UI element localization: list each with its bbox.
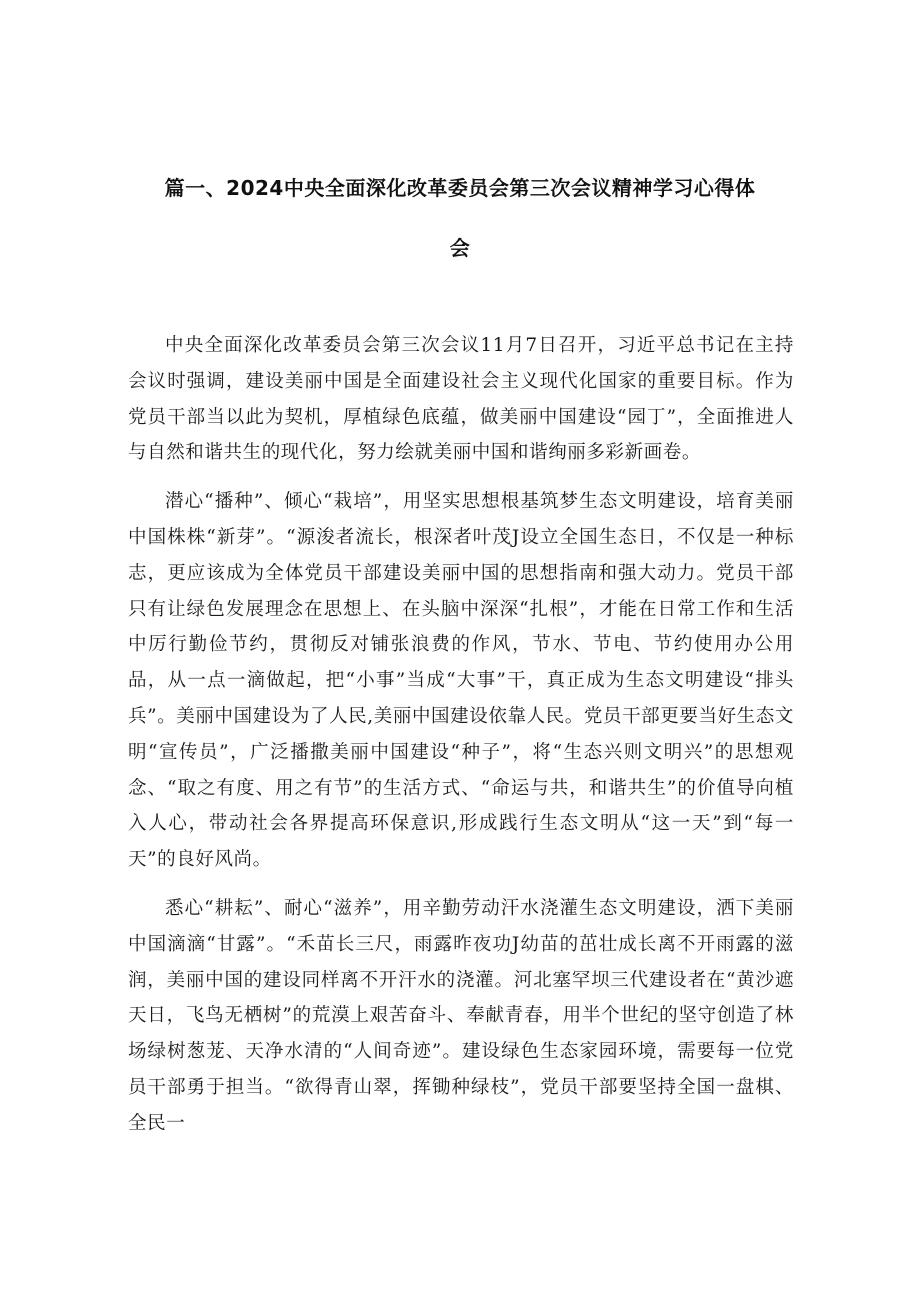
document-title-line-2: 会 xyxy=(449,236,471,260)
document-body xyxy=(128,328,794,1155)
paragraph-1: 中央全面深化改革委员会第三次会议11月7日召开，习近平总书记在主持会议时强调，建设美丽中国是全面建设社会主义现代化国家的重要目标。作为党员干部当以此为契机，厚植绿色底蕴，做美丽中国建设“园丁”，全面推进人与自然和谐共生的现代化，努力绘就美丽中国和谐绚丽多彩新画卷。 xyxy=(128,335,794,464)
document-title-line-1: 篇一、2024中央全面深化改革委员会第三次会议精神学习心得体 xyxy=(164,176,756,200)
paragraph-3: 悉心“耕耘”、耐心“滋养”，用辛勤劳动汗水浇灌生态文明建设，洒下美丽中国滴滴“甘露”。“禾苗长三尺，雨露昨夜功J幼苗的茁壮成长离不开雨露的滋润，美丽中国的建设同样离不开汗水的浇灌。河北塞罕坝三代建设者在“黄沙遮天日，飞鸟无栖树”的荒漠上艰苦奋斗、奉献青春，用半个世纪的坚守创造了林场绿树葱茏、天净水清的“人间奇迹”。建设绿色生态家园环境，需要每一位党员干部勇于担当。“欲得青山翠，挥锄种绿枝”，党员干部要坚持全国一盘棋、全民一 xyxy=(128,897,794,1134)
paragraph-2: 潜心“播种”、倾心“栽培”，用坚实思想根基筑梦生态文明建设，培育美丽中国株株“新芽”。“源浚者流长，根深者叶茂J设立全国生态日，不仅是一种标志，更应该成为全体党员干部建设美丽中国的思想指南和强大动力。党员干部只有让绿色发展理念在思想上、在头脑中深深“扎根”，才能在日常工作和生活中厉行勤俭节约，贯彻反对铺张浪费的作风，节水、节电、节约使用办公用品，从一点一滴做起，把“小事”当成“大事”干，真正成为生态文明建设“排头兵”。美丽中国建设为了人民,美丽中国建设依靠人民。党员干部更要当好生态文明“宣传员”，广泛播撒美丽中国建设“种子”，将“生态兴则文明兴”的思想观念、“取之有度、用之有节”的生活方式、“命运与共，和谐共生”的价值导向植入人心，带动社会各界提高环保意识,形成践行生态文明从“这一天”到“每一天”的良好风尚。 xyxy=(128,491,794,871)
